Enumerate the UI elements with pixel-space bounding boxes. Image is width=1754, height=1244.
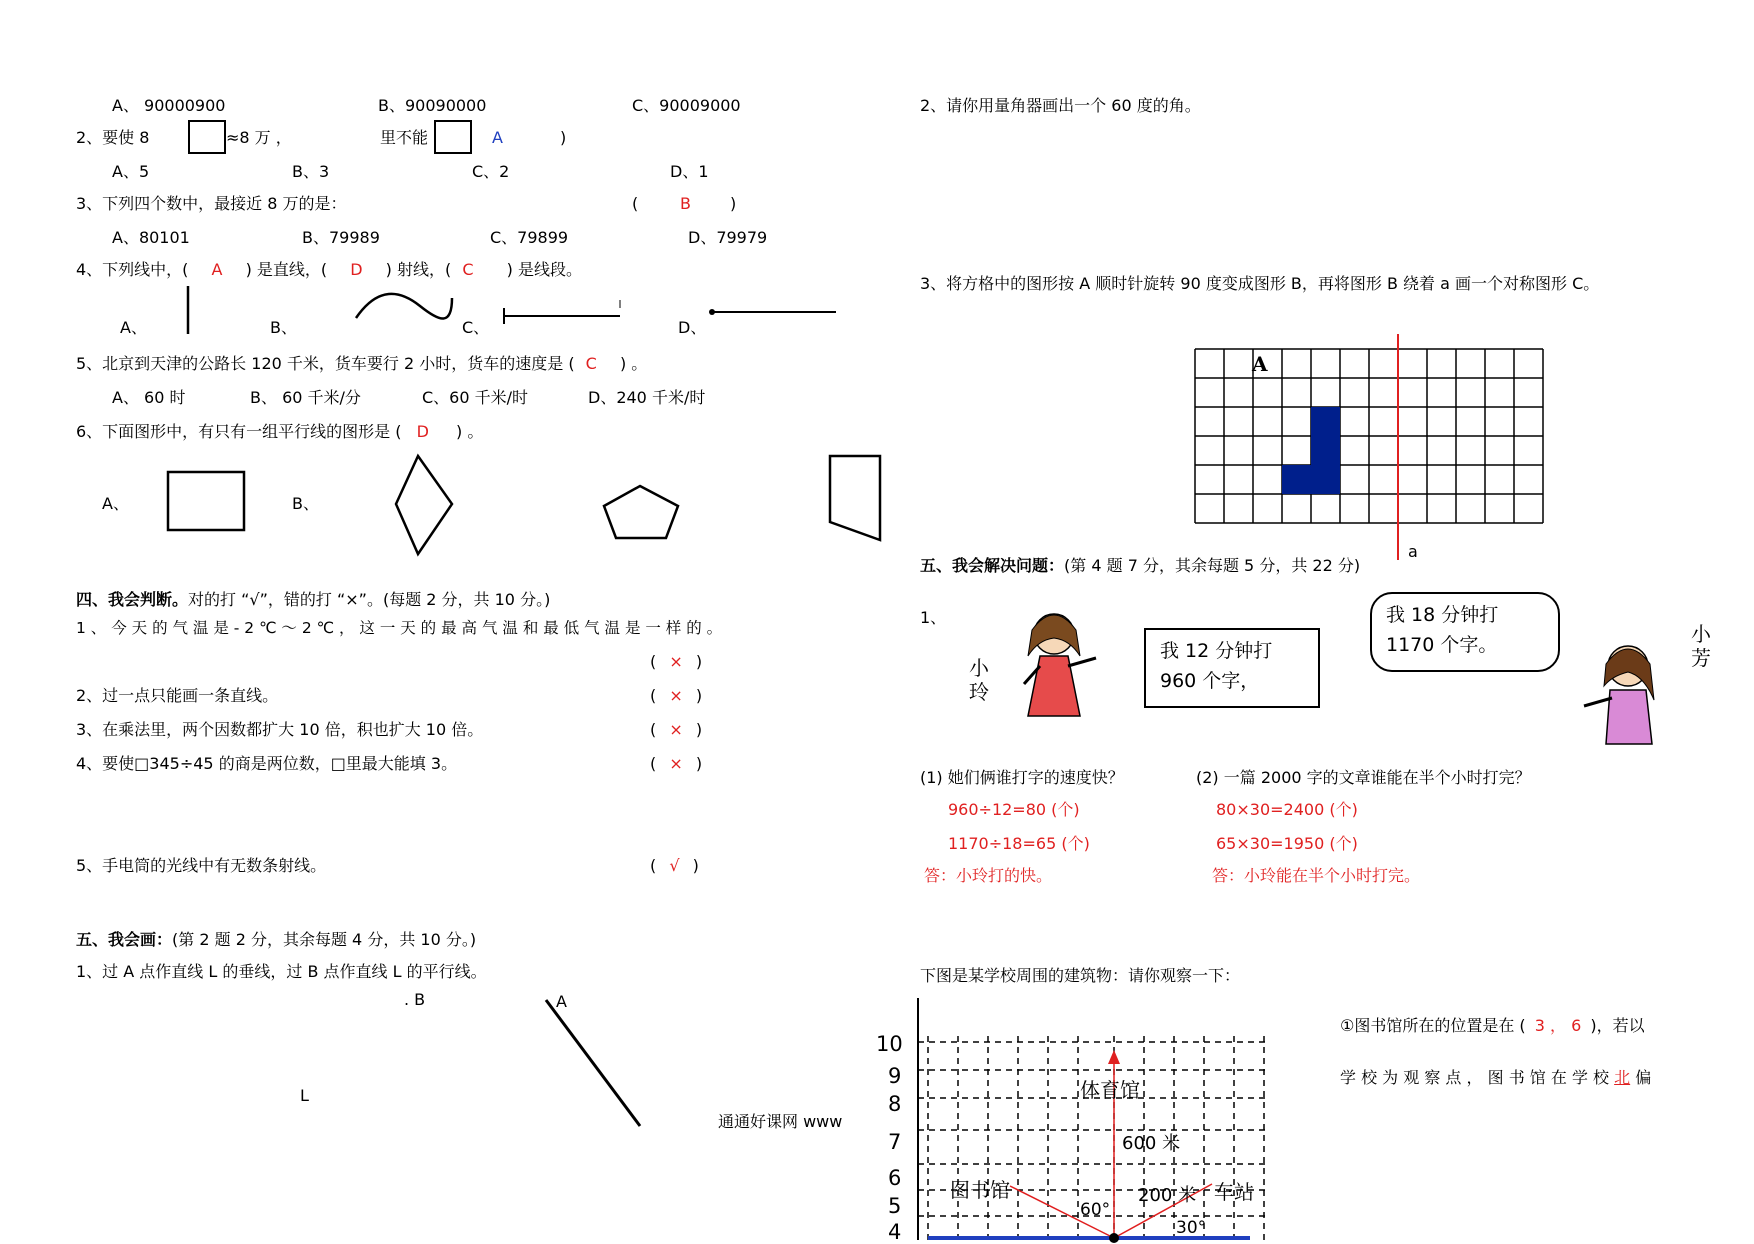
judge-3-mark: × bbox=[669, 720, 683, 739]
map-library-label: 图书馆 bbox=[950, 1178, 1010, 1202]
q5-question: 5、北京到天津的公路长 120 千米，货车要行 2 小时，货车的速度是 ( bbox=[76, 354, 575, 373]
map-ytick-9: 9 bbox=[888, 1064, 902, 1088]
q6-text bbox=[76, 422, 483, 442]
map-question-2 bbox=[1340, 1068, 1651, 1088]
rotation-grid bbox=[1180, 330, 1600, 570]
q6-shape-rectangle bbox=[168, 472, 244, 530]
shape-cell-4 bbox=[1311, 465, 1340, 494]
problem1-number: 1、 bbox=[920, 608, 947, 627]
shape-cell-3 bbox=[1282, 465, 1311, 494]
map-q1-text-a: ①图书馆所在的位置是在 ( bbox=[1340, 1016, 1526, 1035]
q5-text bbox=[76, 354, 647, 374]
map-intro: 下图是某学校周围的建筑物：请你观察一下： bbox=[920, 966, 1241, 985]
q2-answer: A bbox=[492, 128, 503, 147]
section5-draw-heading bbox=[76, 930, 476, 950]
q3-close: ) bbox=[730, 194, 737, 213]
q3-text: 3、下列四个数中，最接近 8 万的是： bbox=[76, 194, 347, 213]
q6-shape-figures bbox=[0, 450, 880, 560]
answer1-line2: 1170÷18=65 (个) bbox=[948, 834, 1090, 853]
map-ytick-8: 8 bbox=[888, 1092, 902, 1116]
shape-cell-2 bbox=[1311, 436, 1340, 465]
speech-bubble-xiaofang: 我 18 分钟打 1170 个字。 bbox=[1370, 592, 1560, 672]
judge-4-mark: × bbox=[669, 754, 683, 773]
q5-answer: C bbox=[585, 354, 597, 373]
q6-shape-rhombus bbox=[396, 456, 452, 554]
q4-answer-ray: D bbox=[350, 260, 363, 279]
map-school-point bbox=[1109, 1233, 1119, 1243]
q2-approx: ≈8 万 ， bbox=[226, 128, 292, 147]
judge-2-text: 2、过一点只能画一条直线。 bbox=[76, 686, 279, 705]
judge-1-text: 1 、 今 天 的 气 温 是 - 2 ℃ ～ 2 ℃ ， 这 一 天 的 最 高 气 温 和 最 低 气 温 是 一 样 的 。 bbox=[76, 619, 723, 637]
q6-label-a: A、 bbox=[102, 494, 129, 513]
map-ytick-4: 4 bbox=[888, 1220, 902, 1244]
judge-2-answer: ( × ) bbox=[650, 686, 703, 705]
q1-option-b: B、90090000 bbox=[378, 96, 487, 115]
judge-4-answer: ( × ) bbox=[650, 754, 703, 773]
draw-q1-text: 1、过 A 点作直线 L 的垂线，过 B 点作直线 L 的平行线。 bbox=[76, 962, 487, 981]
q3-option-a: A、80101 bbox=[112, 228, 190, 247]
name-xiaoling: 小玲 bbox=[969, 656, 989, 704]
answer2-line2: 65×30=1950 (个) bbox=[1216, 834, 1358, 853]
section5-draw-title: 五、我会画： bbox=[76, 930, 173, 949]
answer2-conclusion: 答：小玲能在半个小时打完。 bbox=[1212, 866, 1421, 885]
section5-draw-desc: (第 2 题 2 分，其余每题 4 分，共 10 分。) bbox=[172, 930, 477, 949]
q6-label-b: B、 bbox=[292, 494, 319, 513]
q4-line-figures bbox=[0, 280, 840, 360]
q4-text bbox=[76, 260, 582, 280]
judge-5-answer: ( √ ) bbox=[650, 856, 699, 875]
map-gym-label: 体育馆 bbox=[1080, 1078, 1140, 1102]
point-a-label: A bbox=[556, 992, 567, 1011]
q2-blank-box-1 bbox=[188, 120, 226, 154]
q5-close: ) 。 bbox=[619, 354, 648, 373]
girl-xiaofang-illustration bbox=[1578, 636, 1668, 756]
q3-option-d: D、79979 bbox=[688, 228, 768, 247]
map-q1-text-b: )，若以 bbox=[1590, 1016, 1645, 1035]
map-ytick-5: 5 bbox=[888, 1194, 902, 1218]
watermark: 通通好课网 www bbox=[718, 1112, 843, 1131]
q3-option-b: B、79989 bbox=[302, 228, 380, 247]
q6-answer: D bbox=[416, 422, 429, 441]
map-ytick-6: 6 bbox=[888, 1166, 902, 1190]
line-l-label: L bbox=[300, 1086, 309, 1105]
judge-5-mark: √ bbox=[669, 856, 680, 875]
right-q2-text: 2、请你用量角器画出一个 60 度的角。 bbox=[920, 96, 1201, 115]
q4-part3: ) 射线，( bbox=[385, 260, 452, 279]
q3-open: ( bbox=[632, 194, 639, 213]
judge-3-text: 3、在乘法里，两个因数都扩大 10 倍，积也扩大 10 倍。 bbox=[76, 720, 484, 739]
q5-option-b: B、 60 千米/分 bbox=[250, 388, 361, 407]
shape-cell-1 bbox=[1311, 407, 1340, 436]
map-question-1 bbox=[1340, 1016, 1645, 1036]
q2-option-b: B、3 bbox=[292, 162, 330, 181]
answer1-line1: 960÷12=80 (个) bbox=[948, 800, 1080, 819]
right-q3-text: 3、将方格中的图形按 A 顺时针旋转 90 度变成图形 B，再将图形 B 绕着 a 画一个对称图形 C。 bbox=[920, 274, 1600, 293]
map-distance-600: 600 米 bbox=[1122, 1133, 1181, 1154]
map-angle-60: 60° bbox=[1080, 1200, 1111, 1220]
section5-solve-desc: (第 4 题 7 分，其余每题 5 分，共 22 分) bbox=[1064, 556, 1361, 575]
q5-option-c: C、60 千米/时 bbox=[422, 388, 529, 407]
judge-4-text: 4、要使□345÷45 的商是两位数，□里最大能填 3。 bbox=[76, 754, 458, 773]
section4-desc: 对的打 “√”，错的打 “×”。(每题 2 分，共 10 分。) bbox=[188, 590, 551, 609]
map-ytick-10: 10 bbox=[876, 1032, 903, 1056]
q5-option-a: A、 60 时 bbox=[112, 388, 186, 407]
section4-title: 四、我会判断。 bbox=[76, 590, 189, 609]
map-q2-text-a: 学 校 为 观 察 点 ， 图 书 馆 在 学 校 bbox=[1340, 1068, 1610, 1087]
q2-mid: 里不能 bbox=[380, 128, 429, 147]
map-q2-answer: 北 bbox=[1614, 1068, 1631, 1087]
q4-part1: 4、下列线中，( bbox=[76, 260, 189, 279]
map-station-label: 车站 bbox=[1214, 1180, 1254, 1204]
judge-1-answer: ( × ) bbox=[650, 652, 703, 671]
q4-label-a: A、 bbox=[120, 318, 147, 337]
q5-option-d: D、240 千米/时 bbox=[588, 388, 706, 407]
judge-2-mark: × bbox=[669, 686, 683, 705]
q2-option-a: A、5 bbox=[112, 162, 150, 181]
answer2-line1: 80×30=2400 (个) bbox=[1216, 800, 1358, 819]
q1-option-a: A、 90000900 bbox=[112, 96, 226, 115]
q3-option-c: C、79899 bbox=[490, 228, 569, 247]
section5-solve-title: 五、我会解决问题： bbox=[920, 556, 1065, 575]
sub-question-2: (2) 一篇 2000 字的文章谁能在半个小时打完？ bbox=[1196, 768, 1531, 787]
q6-close: ) 。 bbox=[456, 422, 484, 441]
q4-label-b: B、 bbox=[270, 318, 297, 337]
q2-option-c: C、2 bbox=[472, 162, 510, 181]
judge-5-text: 5、手电筒的光线中有无数条射线。 bbox=[76, 856, 327, 875]
axis-a-label: a bbox=[1408, 542, 1418, 561]
q4-figure-curve bbox=[356, 294, 452, 319]
grid-point-a-label: A bbox=[1252, 352, 1268, 376]
line-l bbox=[546, 1000, 640, 1126]
point-b-label: . B bbox=[404, 990, 426, 1009]
q3-answer: B bbox=[680, 194, 691, 213]
girl-xiaoling-illustration bbox=[1010, 600, 1100, 730]
q6-shape-pentagon bbox=[604, 486, 678, 538]
q2-blank-box-2 bbox=[434, 120, 472, 154]
q4-answer-segment: C bbox=[462, 260, 474, 279]
judge-1-mark: × bbox=[669, 652, 683, 671]
speech-bubble-xiaoling: 我 12 分钟打 960 个字， bbox=[1144, 628, 1320, 708]
map-distance-200: 200 米 bbox=[1138, 1185, 1197, 1206]
judge-3-answer: ( × ) bbox=[650, 720, 703, 739]
q2-close: ) bbox=[560, 128, 567, 147]
q6-question: 6、下面图形中，有只有一组平行线的图形是 ( bbox=[76, 422, 402, 441]
q4-part4: ) 是线段。 bbox=[506, 260, 582, 279]
map-angle-30: 30° bbox=[1176, 1218, 1207, 1238]
q2-option-d: D、1 bbox=[670, 162, 709, 181]
map-q1-answer: 3 ， 6 bbox=[1534, 1016, 1582, 1035]
q4-answer-line: A bbox=[211, 260, 223, 279]
answer1-conclusion: 答：小玲打的快。 bbox=[924, 866, 1053, 885]
sub-question-1: (1) 她们俩谁打字的速度快？ bbox=[920, 768, 1124, 787]
q4-label-c: C、 bbox=[462, 318, 490, 337]
q1-option-c: C、90009000 bbox=[632, 96, 741, 115]
q6-shape-trapezoid bbox=[830, 456, 880, 540]
map-ytick-7: 7 bbox=[888, 1130, 902, 1154]
q4-part2: ) 是直线，( bbox=[245, 260, 328, 279]
line-l-figure bbox=[530, 994, 650, 1134]
section5-solve-heading bbox=[920, 556, 1360, 576]
map-q2-text-b: 偏 bbox=[1635, 1068, 1652, 1087]
q2-prefix: 2、要使 8 bbox=[76, 128, 150, 147]
q4-label-d: D、 bbox=[678, 318, 707, 337]
name-xiaofang: 小芳 bbox=[1691, 622, 1711, 670]
section4-heading bbox=[76, 590, 550, 610]
map-arrow-gym bbox=[1108, 1050, 1120, 1064]
q4-figure-ray-endpoint bbox=[709, 309, 715, 315]
